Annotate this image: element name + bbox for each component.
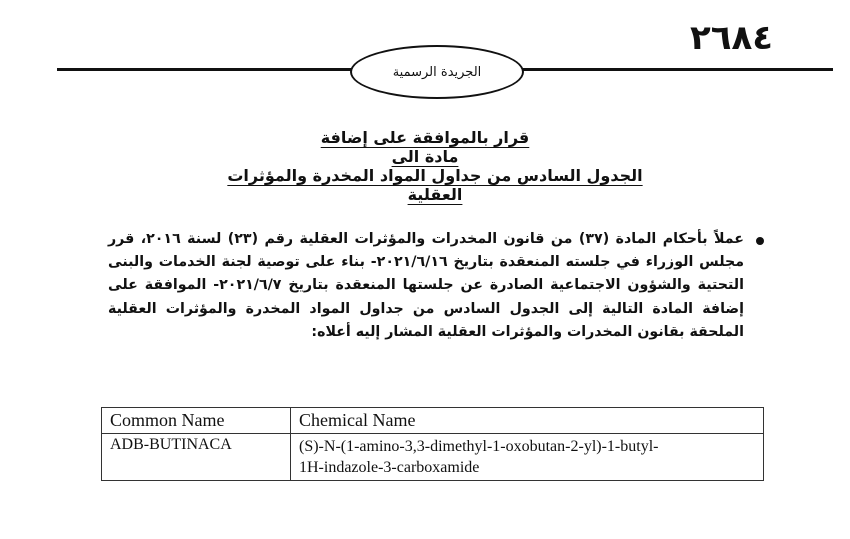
chemical-name-cell xyxy=(291,434,764,481)
gazette-name-oval xyxy=(350,45,524,99)
substance-table xyxy=(101,407,764,481)
chemical-name-line-1: (S)-N-(1-amino-3,3-dimethyl-1-oxobutan-2-yl)-1-butyl- xyxy=(299,438,659,455)
table-row xyxy=(102,434,764,481)
decision-title-line-1: قرار بالموافقة على إضافة مادة الى xyxy=(320,128,530,166)
gazette-name: الجريدة الرسمية xyxy=(392,64,482,80)
decision-title-line-2: الجدول السادس من جداول المواد المخدرة والمؤثرات العقلية xyxy=(227,166,643,204)
table-header-row xyxy=(102,408,764,434)
chemical-name-line-2: 1H-indazole-3-carboxamide xyxy=(299,459,480,476)
page-number: ٢٦٨٤ xyxy=(690,18,774,58)
bullet-point xyxy=(756,237,764,245)
decision-paragraph: عملاً بأحكام المادة (٣٧) من قانون المخدرات والمؤثرات العقلية رقم (٢٣) لسنة ٢٠١٦، قرر مجلس الوزراء في جلسته المنعقدة بتاريخ ٢٠٢١/٦/١٦- بناء على توصية لجنة الخدمات والبنى التحتية والشؤون الاجتماعية الصادرة عن جلستها المنعقدة بتاريخ ٢٠٢١/٦/٧- الموافقة على إضافة المادة التالية إلى الجدول السادس من جداول المواد المخدرة والمؤثرات العقلية الملحقة بقانون المخدرات والمؤثرات العقلية المشار إليه أعلاه: xyxy=(108,231,744,340)
common-name-cell: ADB-BUTINACA xyxy=(102,434,291,481)
column-header-common-name: Common Name xyxy=(102,408,291,434)
column-header-chemical-name: Chemical Name xyxy=(291,408,764,434)
